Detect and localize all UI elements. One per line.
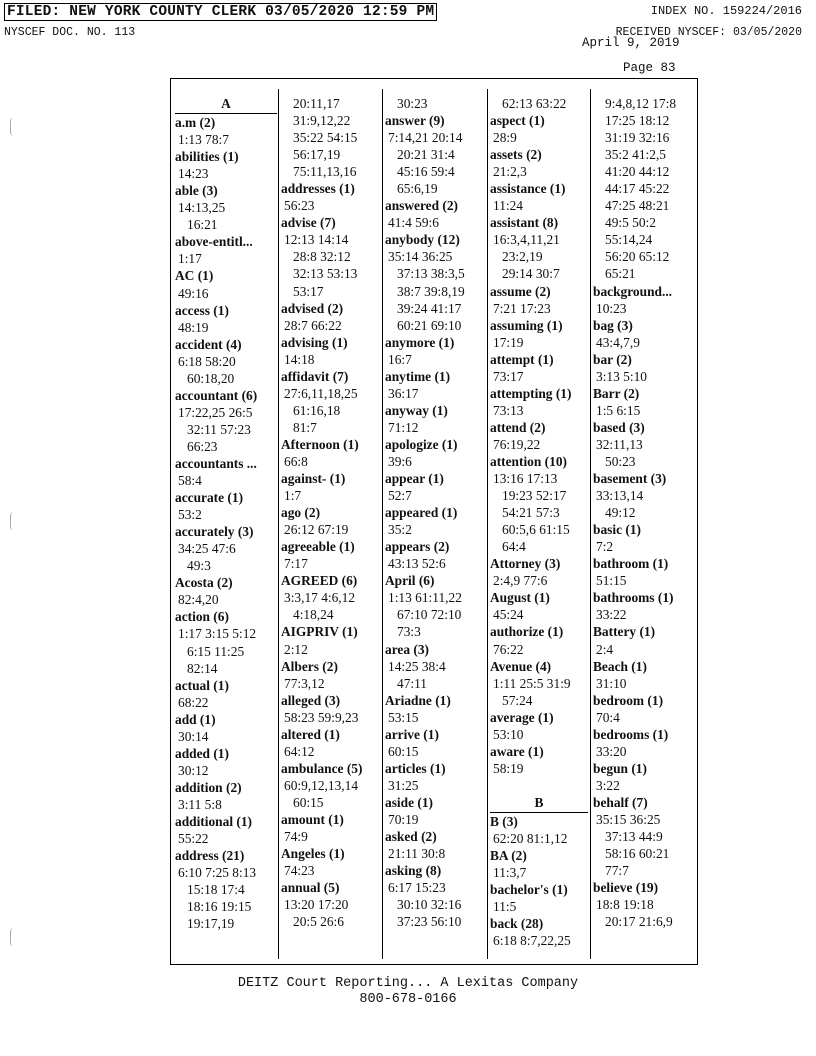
- index-term: B (3): [490, 813, 518, 829]
- index-term: addresses (1): [281, 181, 355, 197]
- index-term: background...: [593, 283, 673, 299]
- index-term: assume (2): [490, 283, 551, 299]
- page-line-reference-cont: 18:16 19:15: [187, 899, 252, 915]
- index-term: answered (2): [385, 198, 459, 214]
- page-line-reference-cont: 82:14: [187, 660, 218, 676]
- page-line-reference-cont: 62:13 63:22: [502, 96, 567, 111]
- index-term: area (3): [385, 641, 429, 657]
- letter-heading: A: [221, 96, 231, 111]
- page-line-reference: 2:4: [596, 641, 614, 657]
- page-line-reference-cont: 30:23: [397, 96, 428, 111]
- letter-heading: B: [534, 794, 544, 810]
- page-line-reference: 11:24: [493, 198, 524, 214]
- letter-section-header: [490, 794, 588, 813]
- index-term: Battery (1): [593, 624, 656, 640]
- page-line-reference: 33:20: [596, 743, 627, 759]
- index-term: bedroom (1): [593, 692, 664, 708]
- page-line-reference: 28:7 66:22: [284, 317, 342, 333]
- page-line-reference: 26:12 67:19: [284, 522, 349, 538]
- index-term: access (1): [175, 302, 229, 318]
- index-term: actual (1): [175, 677, 229, 693]
- index-term: behalf (7): [593, 794, 648, 810]
- page-line-reference-cont: 15:18 17:4: [187, 882, 245, 898]
- page-line-reference: 3:22: [596, 777, 620, 793]
- page-line-reference: 18:8 19:18: [596, 897, 654, 913]
- received-stamp: RECEIVED NYSCEF: 03/05/2020: [615, 26, 802, 39]
- page-line-reference: 58:4: [178, 473, 202, 489]
- index-term: affidavit (7): [281, 368, 349, 384]
- page-line-reference: 74:23: [284, 863, 315, 879]
- page-line-reference-cont: 39:24 41:17: [397, 300, 462, 316]
- page-line-reference-cont: 53:17: [293, 283, 324, 299]
- index-term: bedrooms (1): [593, 726, 669, 742]
- page-line-reference: 21:2,3: [493, 164, 527, 180]
- page-line-reference: 48:19: [178, 319, 209, 335]
- page-line-reference-cont: 65:21: [605, 266, 636, 282]
- index-term: back (28): [490, 916, 544, 932]
- page-line-reference-cont: 55:14,24: [605, 232, 653, 248]
- page-line-reference-cont: 54:21 57:3: [502, 505, 560, 521]
- index-term: apologize (1): [385, 436, 458, 452]
- page-line-reference-cont: 20:11,17: [293, 96, 340, 111]
- page-line-reference: 56:23: [284, 198, 315, 214]
- index-term: authorize (1): [490, 624, 564, 640]
- page-line-reference: 10:23: [596, 300, 627, 316]
- page-line-reference: 70:19: [388, 811, 419, 827]
- page-line-reference: 13:16 17:13: [493, 471, 558, 487]
- page-line-reference-cont: 47:25 48:21: [605, 198, 670, 214]
- page-line-reference: 39:6: [388, 453, 412, 469]
- page-line-reference: 31:10: [596, 675, 627, 691]
- page-line-reference: 1:17: [178, 251, 202, 267]
- index-term: Barr (2): [593, 385, 640, 401]
- index-term: able (3): [175, 183, 218, 199]
- page-line-reference: 30:14: [178, 728, 209, 744]
- page-line-reference: 55:22: [178, 831, 209, 847]
- index-term: bathrooms (1): [593, 590, 674, 606]
- page-line-reference-cont: 56:17,19: [293, 147, 341, 163]
- index-term: attend (2): [490, 419, 546, 435]
- index-term: ambulance (5): [281, 760, 363, 776]
- page-line-reference: 45:24: [493, 607, 524, 623]
- index-term: against- (1): [281, 471, 346, 487]
- page-line-reference: 28:9: [493, 130, 517, 146]
- page-line-reference: 34:25 47:6: [178, 541, 236, 557]
- page-number: Page 83: [623, 61, 676, 75]
- index-term: added (1): [175, 745, 229, 761]
- index-term: anyway (1): [385, 402, 448, 418]
- page-line-reference-cont: 73:3: [397, 624, 421, 640]
- page-line-reference: 60:9,12,13,14: [284, 777, 359, 793]
- index-term: AIGPRIV (1): [281, 624, 358, 640]
- index-term: bachelor's (1): [490, 882, 568, 898]
- page-line-reference: 66:8: [284, 453, 308, 469]
- page-line-reference: 7:17: [284, 556, 308, 572]
- index-term: begun (1): [593, 760, 647, 776]
- column-divider: [487, 89, 488, 959]
- index-term: accurate (1): [175, 490, 244, 506]
- index-term: asking (8): [385, 863, 442, 879]
- page-line-reference-cont: 37:13 38:3,5: [397, 266, 465, 282]
- index-term: anybody (12): [385, 232, 460, 248]
- index-term: Acosta (2): [175, 575, 233, 591]
- index-term: agreeable (1): [281, 539, 355, 555]
- word-index-frame: [170, 78, 698, 965]
- column-divider: [382, 89, 383, 959]
- index-term: believe (19): [593, 880, 659, 896]
- page-line-reference: 51:15: [596, 573, 627, 589]
- index-term: aside (1): [385, 794, 433, 810]
- index-term: anytime (1): [385, 368, 451, 384]
- page-line-reference: 1:11 25:5 31:9: [493, 675, 571, 691]
- index-term: AC (1): [175, 268, 214, 284]
- page-line-reference: 43:13 52:6: [388, 556, 446, 572]
- page-line-reference: 35:15 36:25: [596, 811, 661, 827]
- page-line-reference-cont: 37:13 44:9: [605, 829, 663, 845]
- page-line-reference-cont: 60:5,6 61:15: [502, 522, 570, 538]
- page-line-reference-cont: 64:4: [502, 539, 526, 555]
- index-term: above-entitl...: [175, 234, 253, 250]
- page-line-reference: 70:4: [596, 709, 620, 725]
- page-line-reference-cont: 57:24: [502, 692, 533, 708]
- index-term: appear (1): [385, 471, 444, 487]
- document-number: NYSCEF DOC. NO. 113: [4, 26, 136, 39]
- index-term: ago (2): [281, 505, 321, 521]
- page-line-reference: 11:5: [493, 899, 517, 915]
- page-line-reference: 77:3,12: [284, 675, 325, 691]
- index-term: a.m (2): [175, 115, 216, 131]
- deposition-date: April 9, 2019: [582, 36, 680, 50]
- page-line-reference-cont: 81:7: [293, 419, 317, 435]
- index-term: aware (1): [490, 743, 544, 759]
- page-line-reference-cont: 28:8 32:12: [293, 249, 351, 265]
- page-line-reference-cont: 75:11,13,16: [293, 164, 357, 180]
- page-line-reference: 1:13 78:7: [178, 132, 229, 148]
- page-line-reference: 58:23 59:9,23: [284, 709, 359, 725]
- page-line-reference: 7:14,21 20:14: [388, 130, 463, 146]
- page-line-reference: 76:22: [493, 641, 524, 657]
- page-line-reference-cont: 41:20 44:12: [605, 164, 670, 180]
- page-line-reference-cont: 66:23: [187, 438, 218, 454]
- page-line-reference: 17:19: [493, 334, 524, 350]
- index-term: accurately (3): [175, 524, 254, 540]
- index-term: addition (2): [175, 779, 242, 795]
- page-line-reference-cont: 77:7: [605, 863, 629, 879]
- page-line-reference-cont: 6:15 11:25: [187, 643, 245, 659]
- page-line-reference: 1:7: [284, 488, 302, 504]
- index-term: Angeles (1): [281, 846, 345, 862]
- page-line-reference: 7:21 17:23: [493, 300, 551, 316]
- index-term: bathroom (1): [593, 556, 669, 572]
- page-line-reference-cont: 29:14 30:7: [502, 266, 560, 282]
- index-term: AGREED (6): [281, 573, 358, 589]
- letter-section-header: [175, 95, 277, 114]
- page-line-reference-cont: 23:2,19: [502, 249, 543, 265]
- page-line-reference: 74:9: [284, 829, 308, 845]
- page-line-reference: 16:3,4,11,21: [493, 232, 560, 248]
- page-line-reference: 43:4,7,9: [596, 334, 640, 350]
- page-line-reference: 58:19: [493, 760, 524, 776]
- column-divider: [278, 89, 279, 959]
- index-term: anymore (1): [385, 334, 455, 350]
- index-term: basic (1): [593, 522, 641, 538]
- page-line-reference-cont: 37:23 56:10: [397, 914, 462, 930]
- page-line-reference-cont: 60:21 69:10: [397, 317, 462, 333]
- index-term: add (1): [175, 711, 216, 727]
- page-line-reference: 53:2: [178, 507, 202, 523]
- index-term: assets (2): [490, 147, 542, 163]
- filed-stamp: FILED: NEW YORK COUNTY CLERK 03/05/2020 12:59 PM: [4, 3, 437, 21]
- page-line-reference-cont: 44:17 45:22: [605, 181, 670, 197]
- page-line-reference-cont: 45:16 59:4: [397, 164, 455, 180]
- index-term: Attorney (3): [490, 556, 561, 572]
- page-line-reference: 1:5 6:15: [596, 402, 641, 418]
- page-line-reference-cont: 61:16,18: [293, 402, 341, 418]
- page-line-reference: 35:2: [388, 522, 412, 538]
- index-term: articles (1): [385, 760, 446, 776]
- page-line-reference-cont: 65:6,19: [397, 181, 438, 197]
- page-line-reference: 33:22: [596, 607, 627, 623]
- index-term: April (6): [385, 573, 435, 589]
- page-line-reference: 3:11 5:8: [178, 796, 222, 812]
- page-line-reference-cont: 32:11 57:23: [187, 421, 251, 437]
- index-term: basement (3): [593, 471, 667, 487]
- column-divider: [590, 89, 591, 959]
- page-line-reference: 41:4 59:6: [388, 215, 439, 231]
- page-line-reference-cont: 35:22 54:15: [293, 130, 358, 146]
- page-line-reference: 3:13 5:10: [596, 368, 647, 384]
- page-line-reference-cont: 17:25 18:12: [605, 113, 670, 129]
- index-term: accident (4): [175, 336, 242, 352]
- page-line-reference: 31:25: [388, 777, 419, 793]
- page-line-reference-cont: 49:3: [187, 558, 211, 574]
- page-line-reference: 35:14 36:25: [388, 249, 453, 265]
- page-line-reference: 14:18: [284, 351, 315, 367]
- index-term: amount (1): [281, 811, 344, 827]
- page-line-reference: 53:10: [493, 726, 524, 742]
- page-line-reference: 33:13,14: [596, 488, 644, 504]
- footer-phone: 800-678-0166: [359, 992, 457, 1007]
- page-line-reference: 30:12: [178, 762, 209, 778]
- index-term: accountant (6): [175, 387, 258, 403]
- margin-mark: [10, 928, 17, 946]
- page-line-reference: 68:22: [178, 694, 209, 710]
- index-column-5: [593, 95, 697, 930]
- page-line-reference: 6:10 7:25 8:13: [178, 865, 257, 881]
- index-term: asked (2): [385, 829, 437, 845]
- page-line-reference: 12:13 14:14: [284, 232, 349, 248]
- page-line-reference: 13:20 17:20: [284, 897, 349, 913]
- index-term: bag (3): [593, 317, 633, 333]
- page-line-reference: 14:13,25: [178, 200, 226, 216]
- index-term: aspect (1): [490, 113, 545, 129]
- page-line-reference: 14:23: [178, 166, 209, 182]
- page-line-reference-cont: 4:18,24: [293, 607, 334, 623]
- page-line-reference: 49:16: [178, 285, 209, 301]
- page-line-reference: 1:17 3:15 5:12: [178, 626, 257, 642]
- page-line-reference-cont: 30:10 32:16: [397, 897, 462, 913]
- page-line-reference: 73:17: [493, 368, 524, 384]
- page-line-reference: 36:17: [388, 385, 419, 401]
- page-line-reference: 16:7: [388, 351, 412, 367]
- page-line-reference: 21:11 30:8: [388, 846, 446, 862]
- index-term: assistant (8): [490, 215, 559, 231]
- page-line-reference: 11:3,7: [493, 865, 527, 881]
- index-term: additional (1): [175, 813, 253, 829]
- index-term: Avenue (4): [490, 658, 552, 674]
- index-term: attention (10): [490, 453, 567, 469]
- page-line-reference-cont: 31:9,12,22: [293, 113, 351, 129]
- page-line-reference: 76:19,22: [493, 436, 541, 452]
- page-line-reference: 32:11,13: [596, 436, 643, 452]
- spacer: [490, 777, 588, 794]
- page-line-reference: 6:17 15:23: [388, 880, 446, 896]
- index-number: INDEX NO. 159224/2016: [650, 4, 802, 18]
- index-term: August (1): [490, 590, 550, 606]
- page-line-reference-cont: 38:7 39:8,19: [397, 283, 465, 299]
- index-term: alleged (3): [281, 692, 341, 708]
- page-line-reference-cont: 19:23 52:17: [502, 488, 567, 504]
- index-term: advising (1): [281, 334, 348, 350]
- page-line-reference: 7:2: [596, 539, 614, 555]
- margin-mark: [10, 118, 17, 136]
- index-column-2: [281, 95, 380, 930]
- page-line-reference: 53:15: [388, 709, 419, 725]
- page-line-reference: 6:18 58:20: [178, 353, 236, 369]
- page-line-reference-cont: 31:19 32:16: [605, 130, 670, 146]
- index-column-3: [385, 95, 485, 930]
- page-line-reference-cont: 49:12: [605, 505, 636, 521]
- page-line-reference: 3:3,17 4:6,12: [284, 590, 356, 606]
- page-line-reference-cont: 20:21 31:4: [397, 147, 455, 163]
- page-line-reference-cont: 9:4,8,12 17:8: [605, 96, 677, 111]
- page-line-reference: 62:20 81:1,12: [493, 831, 568, 847]
- index-term: action (6): [175, 609, 229, 625]
- index-term: Beach (1): [593, 658, 647, 674]
- index-term: assistance (1): [490, 181, 566, 197]
- page-line-reference-cont: 60:18,20: [187, 370, 235, 386]
- index-term: attempt (1): [490, 351, 554, 367]
- page-line-reference-cont: 32:13 53:13: [293, 266, 358, 282]
- margin-mark: [10, 512, 17, 530]
- page-line-reference: 82:4,20: [178, 592, 219, 608]
- index-term: average (1): [490, 709, 554, 725]
- page-line-reference: 71:12: [388, 419, 419, 435]
- index-term: annual (5): [281, 880, 340, 896]
- page-line-reference: 2:12: [284, 641, 308, 657]
- page-line-reference: 1:13 61:11,22: [388, 590, 462, 606]
- index-term: based (3): [593, 419, 645, 435]
- index-term: altered (1): [281, 726, 340, 742]
- page-line-reference: 2:4,9 77:6: [493, 573, 548, 589]
- page-line-reference: 52:7: [388, 488, 412, 504]
- page-line-reference-cont: 20:5 26:6: [293, 914, 344, 930]
- page-line-reference: 73:13: [493, 402, 524, 418]
- page-line-reference: 64:12: [284, 743, 315, 759]
- page-line-reference-cont: 49:5 50:2: [605, 215, 656, 231]
- index-term: Albers (2): [281, 658, 338, 674]
- index-term: address (21): [175, 848, 245, 864]
- page-line-reference-cont: 16:21: [187, 217, 218, 233]
- index-term: advise (7): [281, 215, 336, 231]
- page-line-reference: 17:22,25 26:5: [178, 404, 253, 420]
- page-line-reference: 60:15: [388, 743, 419, 759]
- page-line-reference: 27:6,11,18,25: [284, 385, 358, 401]
- page-line-reference-cont: 58:16 60:21: [605, 846, 670, 862]
- index-term: abilities (1): [175, 149, 239, 165]
- page-line-reference-cont: 67:10 72:10: [397, 607, 462, 623]
- index-term: answer (9): [385, 113, 445, 129]
- page-line-reference-cont: 35:2 41:2,5: [605, 147, 667, 163]
- index-column-4: [490, 95, 588, 949]
- page-line-reference: 6:18 8:7,22,25: [493, 933, 571, 949]
- page-line-reference-cont: 50:23: [605, 453, 636, 469]
- page-line-reference-cont: 19:17,19: [187, 916, 235, 932]
- footer-company: DEITZ Court Reporting... A Lexitas Company: [237, 976, 579, 991]
- index-term: advised (2): [281, 300, 344, 316]
- page-line-reference-cont: 56:20 65:12: [605, 249, 670, 265]
- index-term: assuming (1): [490, 317, 563, 333]
- page-line-reference-cont: 60:15: [293, 794, 324, 810]
- index-term: appears (2): [385, 539, 450, 555]
- index-term: arrive (1): [385, 726, 439, 742]
- index-term: appeared (1): [385, 505, 458, 521]
- index-term: Afternoon (1): [281, 436, 359, 452]
- index-term: BA (2): [490, 848, 527, 864]
- index-term: attempting (1): [490, 385, 572, 401]
- index-term: bar (2): [593, 351, 632, 367]
- index-term: accountants ...: [175, 455, 257, 471]
- page-line-reference: 14:25 38:4: [388, 658, 446, 674]
- page-line-reference-cont: 20:17 21:6,9: [605, 914, 673, 930]
- index-term: Ariadne (1): [385, 692, 451, 708]
- page-line-reference-cont: 47:11: [397, 675, 428, 691]
- index-column-1: [175, 95, 277, 932]
